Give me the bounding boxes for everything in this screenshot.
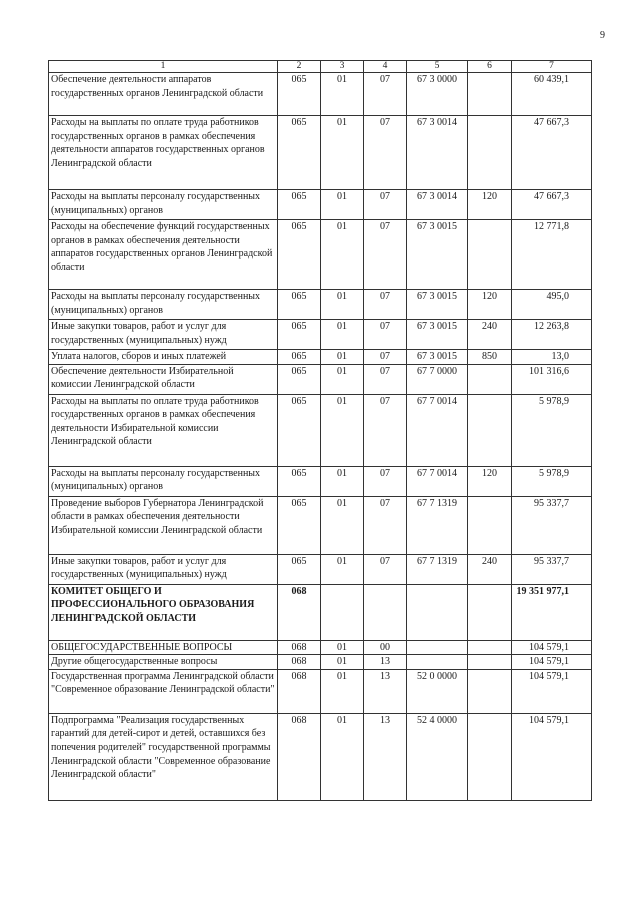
row-code-4: 07 — [364, 496, 407, 554]
table-row — [49, 73, 592, 116]
table-row — [49, 350, 592, 365]
table-row — [49, 655, 592, 670]
column-header: 2 — [278, 61, 321, 73]
row-code-6 — [468, 394, 512, 466]
row-amount: 95 337,7 — [512, 496, 592, 554]
row-code-2: 065 — [278, 73, 321, 116]
row-code-3: 01 — [321, 350, 364, 365]
row-code-5 — [407, 584, 468, 640]
row-code-2: 065 — [278, 350, 321, 365]
row-code-4: 07 — [364, 190, 407, 220]
header-row — [49, 61, 592, 73]
table-row — [49, 290, 592, 320]
row-code-4: 07 — [364, 466, 407, 496]
table-row — [49, 320, 592, 350]
row-amount: 47 667,3 — [512, 116, 592, 190]
row-code-6 — [468, 655, 512, 670]
row-code-6 — [468, 669, 512, 713]
row-code-5: 52 0 0000 — [407, 669, 468, 713]
row-code-6 — [468, 220, 512, 290]
column-header: 3 — [321, 61, 364, 73]
row-code-5: 52 4 0000 — [407, 713, 468, 800]
row-code-3: 01 — [321, 669, 364, 713]
row-code-4: 07 — [364, 320, 407, 350]
row-code-2: 065 — [278, 466, 321, 496]
budget-table — [48, 60, 592, 801]
table-row — [49, 584, 592, 640]
column-header: 4 — [364, 61, 407, 73]
table-row — [49, 466, 592, 496]
row-name: ОБЩЕГОСУДАРСТВЕННЫЕ ВОПРОСЫ — [49, 640, 278, 655]
row-name: Расходы на выплаты персоналу государственных (муниципальных) органов — [49, 190, 278, 220]
row-amount: 12 771,8 — [512, 220, 592, 290]
row-code-6: 120 — [468, 190, 512, 220]
table-row — [49, 713, 592, 800]
row-code-5: 67 3 0015 — [407, 290, 468, 320]
row-code-5: 67 7 1319 — [407, 554, 468, 584]
row-amount: 104 579,1 — [512, 640, 592, 655]
row-code-6: 240 — [468, 320, 512, 350]
row-name: Проведение выборов Губернатора Ленинградской области в рамках обеспечения деятельности Избирательной комиссии Ленинградской области — [49, 496, 278, 554]
row-code-5: 67 3 0000 — [407, 73, 468, 116]
row-code-5: 67 7 1319 — [407, 496, 468, 554]
row-code-4: 07 — [364, 394, 407, 466]
row-code-6 — [468, 584, 512, 640]
row-code-2: 065 — [278, 364, 321, 394]
row-name: Подпрограмма "Реализация государственных гарантий для детей-сирот и детей, оставшихся без попечения родителей" государственной программы Ленинградской области "Современное образование Ленинградской области" — [49, 713, 278, 800]
row-name: Иные закупки товаров, работ и услуг для государственных (муниципальных) нужд — [49, 554, 278, 584]
row-code-6 — [468, 496, 512, 554]
row-amount: 60 439,1 — [512, 73, 592, 116]
row-code-3: 01 — [321, 320, 364, 350]
row-code-2: 068 — [278, 713, 321, 800]
table-row — [49, 496, 592, 554]
row-code-4: 07 — [364, 220, 407, 290]
row-name: Государственная программа Ленинградской области "Современное образование Ленинградской области" — [49, 669, 278, 713]
row-code-3: 01 — [321, 713, 364, 800]
row-code-4: 07 — [364, 350, 407, 365]
row-code-4: 07 — [364, 116, 407, 190]
page-number: 9 — [600, 30, 605, 41]
row-amount: 495,0 — [512, 290, 592, 320]
table-row — [49, 364, 592, 394]
row-name: Расходы на выплаты персоналу государственных (муниципальных) органов — [49, 466, 278, 496]
row-code-4: 00 — [364, 640, 407, 655]
row-amount: 47 667,3 — [512, 190, 592, 220]
row-code-5: 67 3 0014 — [407, 116, 468, 190]
row-name: Расходы на выплаты по оплате труда работников государственных органов в рамках обеспечения деятельности аппаратов государственных органов Ленинградской области — [49, 116, 278, 190]
table-row — [49, 190, 592, 220]
row-code-4: 13 — [364, 655, 407, 670]
row-name: Расходы на выплаты персоналу государственных (муниципальных) органов — [49, 290, 278, 320]
row-code-6 — [468, 364, 512, 394]
row-code-6 — [468, 640, 512, 655]
column-header: 1 — [49, 61, 278, 73]
row-code-6 — [468, 713, 512, 800]
row-amount: 101 316,6 — [512, 364, 592, 394]
row-code-3: 01 — [321, 496, 364, 554]
table-row — [49, 669, 592, 713]
row-code-3: 01 — [321, 466, 364, 496]
row-name: Расходы на обеспечение функций государственных органов в рамках обеспечения деятельности аппаратов государственных органов Ленинградской области — [49, 220, 278, 290]
row-code-5: 67 3 0015 — [407, 320, 468, 350]
row-name: Расходы на выплаты по оплате труда работников государственных органов в рамках обеспечения деятельности Избирательной комиссии Ленинградской области — [49, 394, 278, 466]
row-name: Иные закупки товаров, работ и услуг для государственных (муниципальных) нужд — [49, 320, 278, 350]
row-code-5 — [407, 640, 468, 655]
row-amount: 19 351 977,1 — [512, 584, 592, 640]
row-code-3: 01 — [321, 190, 364, 220]
column-header: 5 — [407, 61, 468, 73]
row-code-5 — [407, 655, 468, 670]
row-amount: 12 263,8 — [512, 320, 592, 350]
row-code-2: 065 — [278, 116, 321, 190]
row-code-4: 07 — [364, 554, 407, 584]
row-code-5: 67 3 0015 — [407, 350, 468, 365]
row-code-3: 01 — [321, 554, 364, 584]
row-code-3: 01 — [321, 116, 364, 190]
row-code-5: 67 3 0014 — [407, 190, 468, 220]
row-code-4: 07 — [364, 73, 407, 116]
row-code-6 — [468, 73, 512, 116]
row-code-2: 068 — [278, 584, 321, 640]
table-row — [49, 554, 592, 584]
row-code-6: 120 — [468, 466, 512, 496]
row-code-5: 67 3 0015 — [407, 220, 468, 290]
row-code-3: 01 — [321, 290, 364, 320]
row-code-6: 240 — [468, 554, 512, 584]
row-name: Обеспечение деятельности аппаратов государственных органов Ленинградской области — [49, 73, 278, 116]
row-name: Другие общегосударственные вопросы — [49, 655, 278, 670]
row-code-5: 67 7 0000 — [407, 364, 468, 394]
row-amount: 95 337,7 — [512, 554, 592, 584]
row-amount: 104 579,1 — [512, 713, 592, 800]
row-code-2: 065 — [278, 554, 321, 584]
row-code-3: 01 — [321, 640, 364, 655]
row-code-2: 065 — [278, 190, 321, 220]
row-amount: 5 978,9 — [512, 466, 592, 496]
row-code-3: 01 — [321, 364, 364, 394]
row-code-4: 07 — [364, 364, 407, 394]
row-code-6 — [468, 116, 512, 190]
row-amount: 5 978,9 — [512, 394, 592, 466]
row-code-4: 13 — [364, 669, 407, 713]
row-code-3: 01 — [321, 220, 364, 290]
row-code-2: 065 — [278, 394, 321, 466]
row-amount: 13,0 — [512, 350, 592, 365]
table-row — [49, 220, 592, 290]
row-code-6: 120 — [468, 290, 512, 320]
row-code-2: 065 — [278, 496, 321, 554]
row-code-2: 065 — [278, 290, 321, 320]
row-code-2: 068 — [278, 669, 321, 713]
table-row — [49, 640, 592, 655]
column-header: 6 — [468, 61, 512, 73]
row-amount: 104 579,1 — [512, 669, 592, 713]
row-code-4 — [364, 584, 407, 640]
column-header: 7 — [512, 61, 592, 73]
row-name: Уплата налогов, сборов и иных платежей — [49, 350, 278, 365]
row-name: Обеспечение деятельности Избирательной комиссии Ленинградской области — [49, 364, 278, 394]
row-code-2: 065 — [278, 320, 321, 350]
row-code-5: 67 7 0014 — [407, 466, 468, 496]
row-code-5: 67 7 0014 — [407, 394, 468, 466]
row-code-3: 01 — [321, 394, 364, 466]
row-code-3 — [321, 584, 364, 640]
row-amount: 104 579,1 — [512, 655, 592, 670]
row-code-2: 068 — [278, 655, 321, 670]
row-code-3: 01 — [321, 73, 364, 116]
row-code-4: 13 — [364, 713, 407, 800]
row-code-2: 068 — [278, 640, 321, 655]
row-code-4: 07 — [364, 290, 407, 320]
row-name: КОМИТЕТ ОБЩЕГО И ПРОФЕССИОНАЛЬНОГО ОБРАЗОВАНИЯ ЛЕНИНГРАДСКОЙ ОБЛАСТИ — [49, 584, 278, 640]
table-row — [49, 394, 592, 466]
row-code-6: 850 — [468, 350, 512, 365]
table-row — [49, 116, 592, 190]
row-code-3: 01 — [321, 655, 364, 670]
row-code-2: 065 — [278, 220, 321, 290]
